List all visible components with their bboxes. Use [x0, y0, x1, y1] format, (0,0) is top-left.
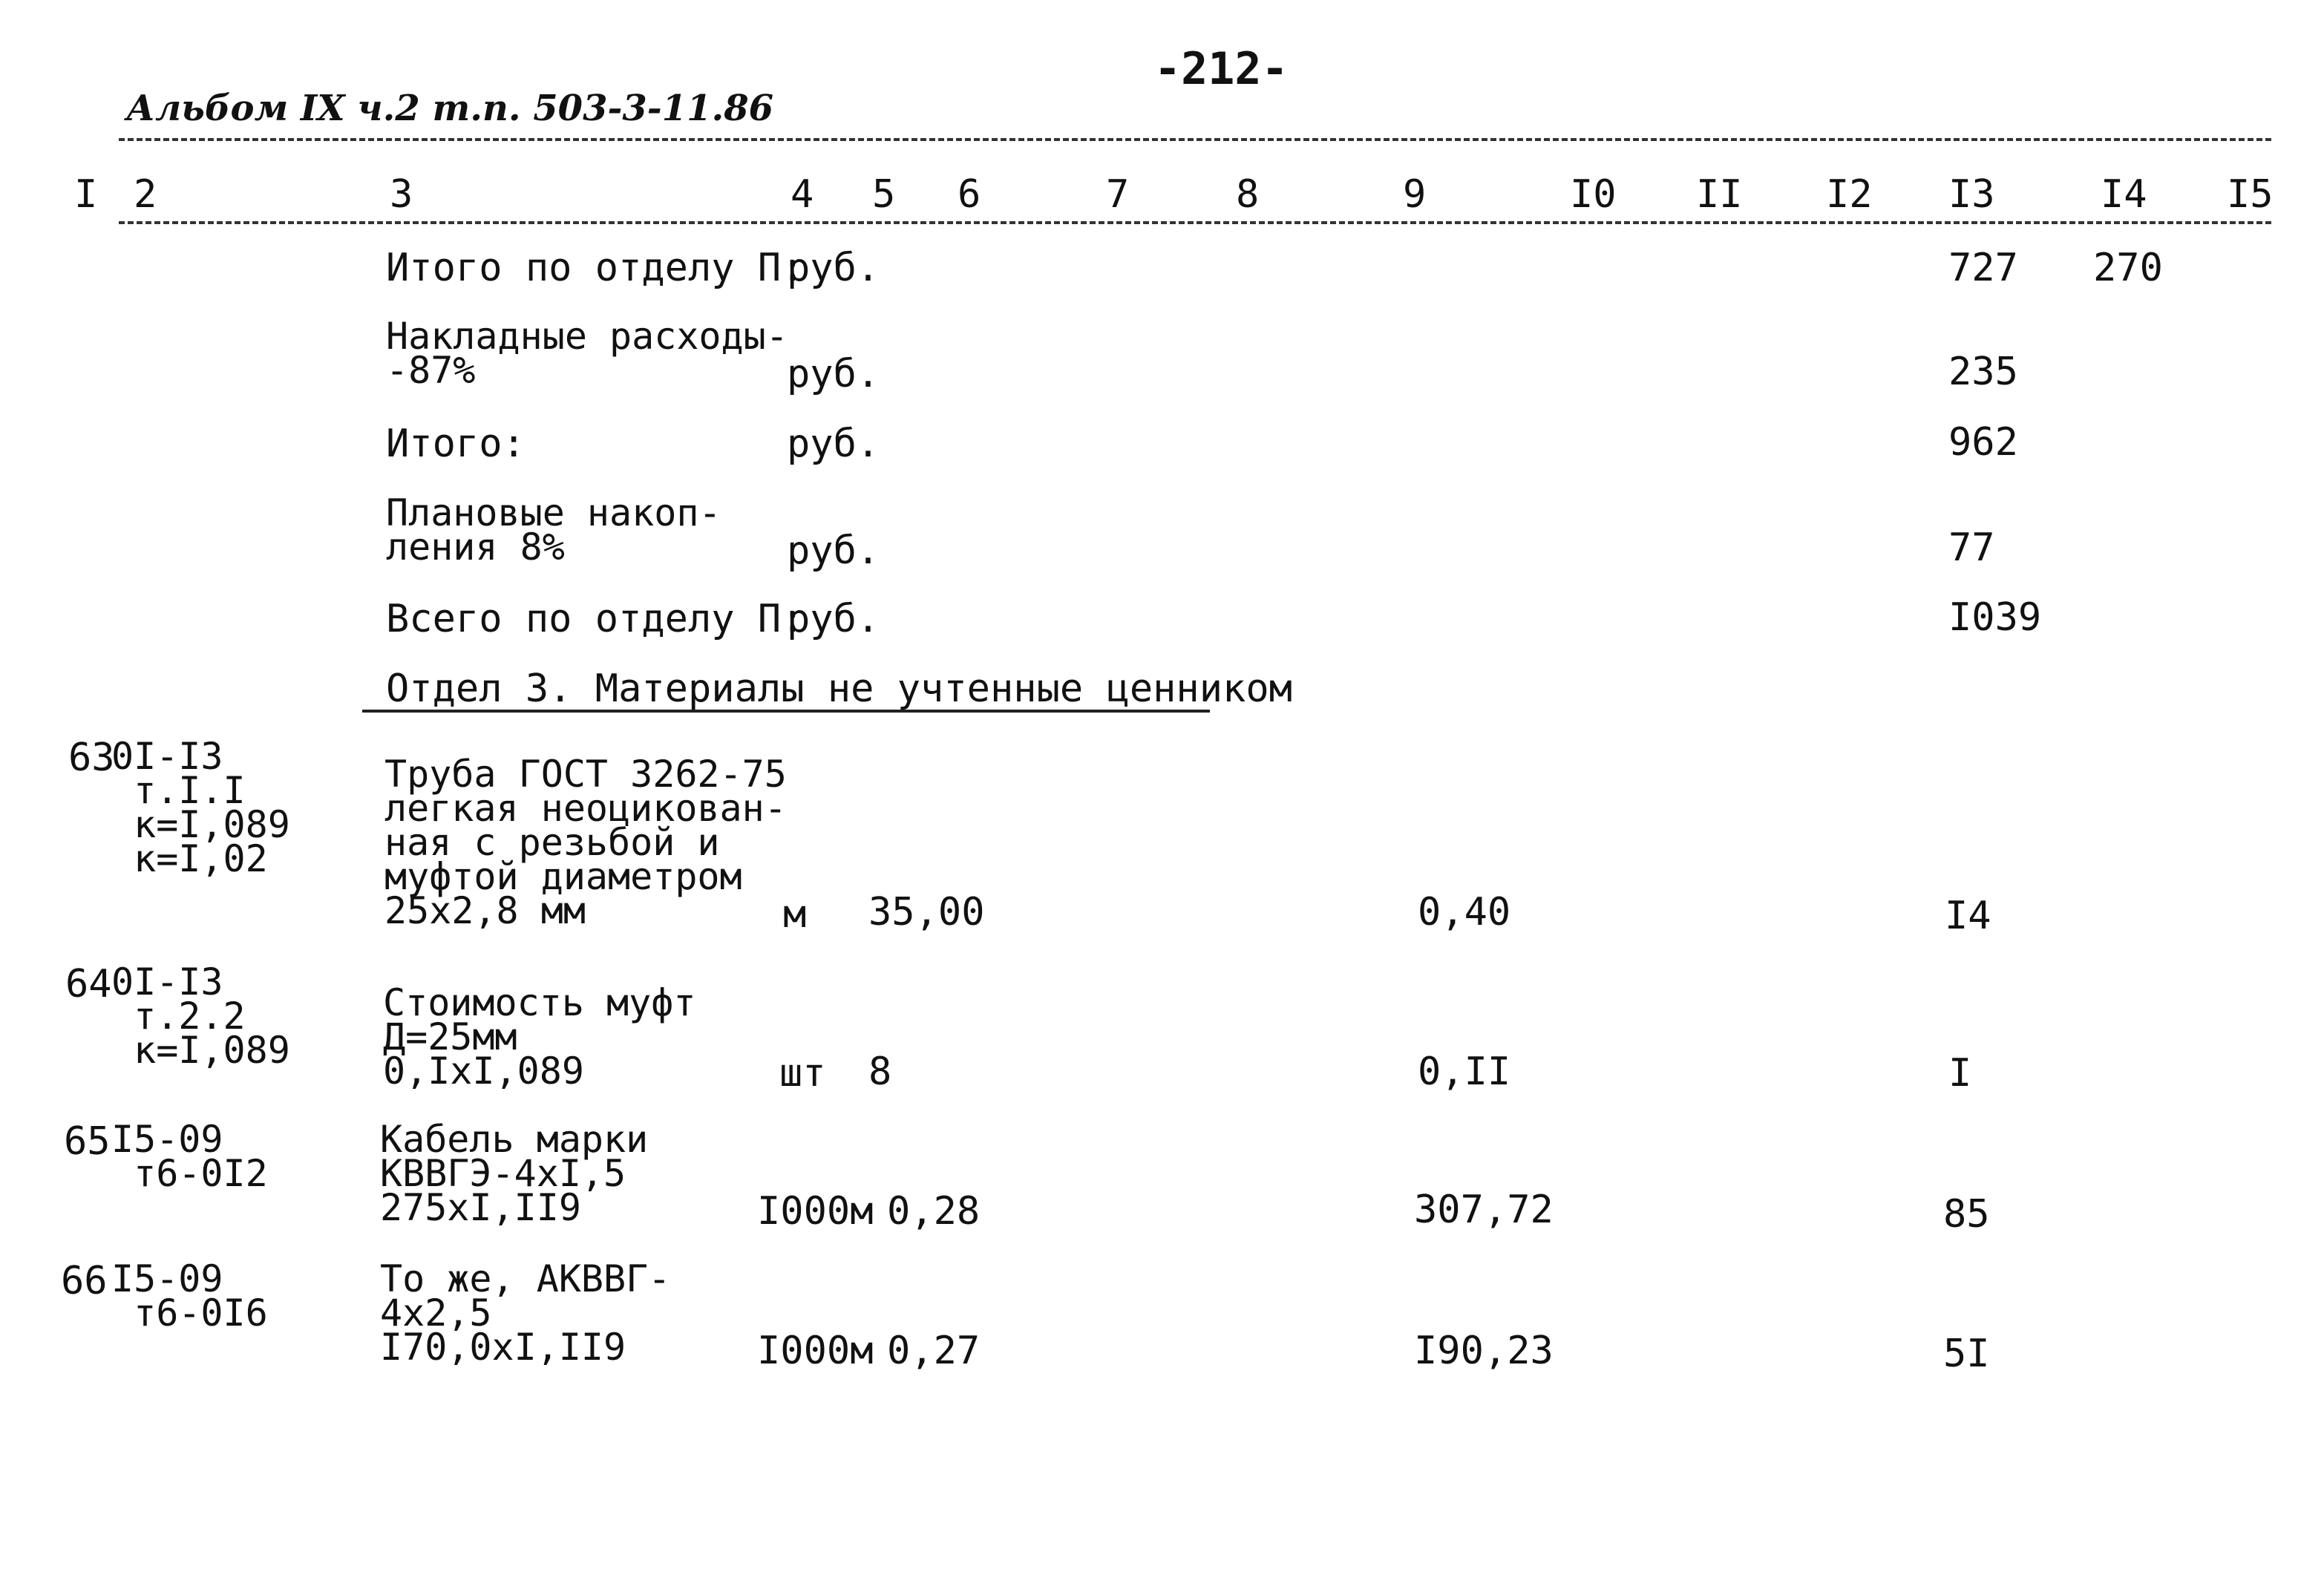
- summary-label: Всего по отделу П:: [386, 597, 805, 641]
- section-title: Отдел 3. Материалы не учтенные ценником: [386, 667, 1292, 711]
- item-description: Стоимость муфт Д=25мм 0,IхI,089: [383, 981, 696, 1093]
- column-header: I: [74, 172, 98, 217]
- column-header: 3: [390, 172, 413, 217]
- summary-col13: 77: [1948, 526, 1995, 570]
- item-quantity: 35,00: [868, 890, 985, 934]
- summary-col13: 962: [1948, 420, 2018, 465]
- summary-col13: 235: [1948, 350, 2018, 394]
- summary-label: Итого:: [386, 422, 526, 466]
- item-description: Кабель марки КВВГЭ-4хI,5 275хI,II9: [380, 1118, 649, 1229]
- item-total: I4: [1945, 894, 1991, 938]
- item-price: 307,72: [1414, 1188, 1554, 1232]
- summary-unit: руб.: [787, 597, 880, 641]
- album-reference: Альбом IX ч.2 т.п. 503-3-11.86: [126, 88, 774, 129]
- item-number: 64: [65, 962, 112, 1006]
- item-code: I5-09 т6-0I2: [111, 1118, 268, 1195]
- summary-col14: 270: [2093, 246, 2163, 290]
- item-price: I90,23: [1414, 1329, 1554, 1373]
- column-header: I4: [2101, 172, 2147, 217]
- column-header: 5: [872, 172, 896, 217]
- summary-col13: 727: [1948, 246, 2018, 290]
- column-header: II: [1696, 172, 1743, 217]
- header-rule: [119, 138, 2271, 141]
- item-unit: I000м: [757, 1189, 874, 1234]
- item-price: 0,40: [1418, 890, 1511, 934]
- item-quantity: 0,28: [887, 1189, 981, 1234]
- column-header: I0: [1570, 172, 1617, 217]
- item-unit: I000м: [757, 1329, 874, 1373]
- item-quantity: 0,27: [887, 1329, 981, 1373]
- item-description: То же, АКВВГ- 4х2,5 I70,0хI,II9: [380, 1257, 671, 1369]
- column-header: I2: [1826, 172, 1873, 217]
- item-total: 85: [1943, 1192, 1990, 1237]
- item-quantity: 8: [868, 1050, 892, 1094]
- summary-unit: руб.: [787, 528, 880, 573]
- summary-unit: руб.: [787, 422, 880, 466]
- item-total: 5I: [1943, 1332, 1990, 1376]
- item-code: 0I-I3 т.I.I к=I,089 к=I,02: [111, 735, 290, 880]
- summary-col13: I039: [1948, 595, 2042, 640]
- item-unit: м: [783, 892, 807, 937]
- column-header: 6: [958, 172, 981, 217]
- item-total: I: [1948, 1051, 1972, 1096]
- item-number: 63: [68, 736, 115, 780]
- column-header: 7: [1106, 172, 1130, 217]
- summary-label: Плановые накоп- ления 8%: [386, 491, 721, 569]
- item-code: 0I-I3 т.2.2 к=I,089: [111, 960, 290, 1072]
- item-number: 65: [64, 1119, 111, 1164]
- column-header: I3: [1948, 172, 1995, 217]
- section-title-underline: [362, 710, 1210, 713]
- item-number: 66: [61, 1259, 108, 1303]
- column-header-rule: [119, 221, 2271, 224]
- item-price: 0,II: [1418, 1050, 1511, 1094]
- column-header: 8: [1236, 172, 1260, 217]
- item-unit: шт: [779, 1051, 826, 1096]
- summary-unit: руб.: [787, 352, 880, 396]
- column-header: I5: [2227, 172, 2274, 217]
- column-header: 9: [1403, 172, 1427, 217]
- item-code: I5-09 т6-0I6: [111, 1257, 268, 1335]
- summary-label: Итого по отделу П:: [386, 246, 805, 290]
- column-header: 2: [134, 172, 157, 217]
- page-number: -212-: [1154, 43, 1289, 95]
- summary-label: Накладные расходы- -87%: [386, 315, 788, 392]
- item-description: Труба ГОСТ 3262-75 легкая неоцикован- ная с резьбой и муфтой диаметром 25х2,8 мм: [384, 753, 787, 932]
- summary-unit: руб.: [787, 246, 880, 290]
- column-header: 4: [791, 172, 814, 217]
